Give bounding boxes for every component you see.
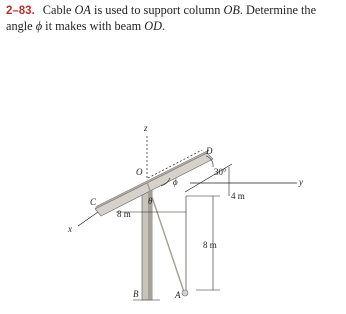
beam-od-symbol: OD (144, 19, 162, 33)
column-ob (133, 188, 160, 300)
label-o: O (136, 167, 143, 177)
problem-text-part: Cable (42, 3, 75, 17)
problem-text-part: . Determine the angle (6, 3, 317, 33)
problem-text-part: it makes with beam (42, 19, 145, 33)
problem-text-part: . (161, 19, 166, 33)
problem-text-part: is used to support column (90, 3, 224, 17)
label-d: D (206, 146, 213, 156)
label-angle-30: 30° (214, 167, 227, 177)
support-a (182, 290, 188, 296)
label-z: z (144, 123, 148, 133)
label-8m-side: 8 m (117, 209, 131, 219)
label-b: B (133, 289, 139, 299)
column-ob-symbol: OB (223, 3, 240, 17)
label-4m: 4 m (231, 191, 245, 201)
beam-body (95, 153, 213, 216)
label-theta: θ (148, 196, 153, 206)
label-c: C (90, 197, 97, 207)
cable-oa-symbol: OA (74, 3, 91, 17)
axes (78, 134, 297, 226)
phi-symbol: ϕ (35, 19, 43, 33)
label-x: x (68, 224, 72, 234)
label-8m-vertical: 8 m (203, 240, 217, 250)
problem-number: 2–83. (6, 5, 35, 17)
label-y: y (299, 177, 303, 187)
label-a: A (175, 290, 181, 300)
label-phi: ϕ (173, 177, 178, 187)
cable-oa (147, 182, 184, 292)
